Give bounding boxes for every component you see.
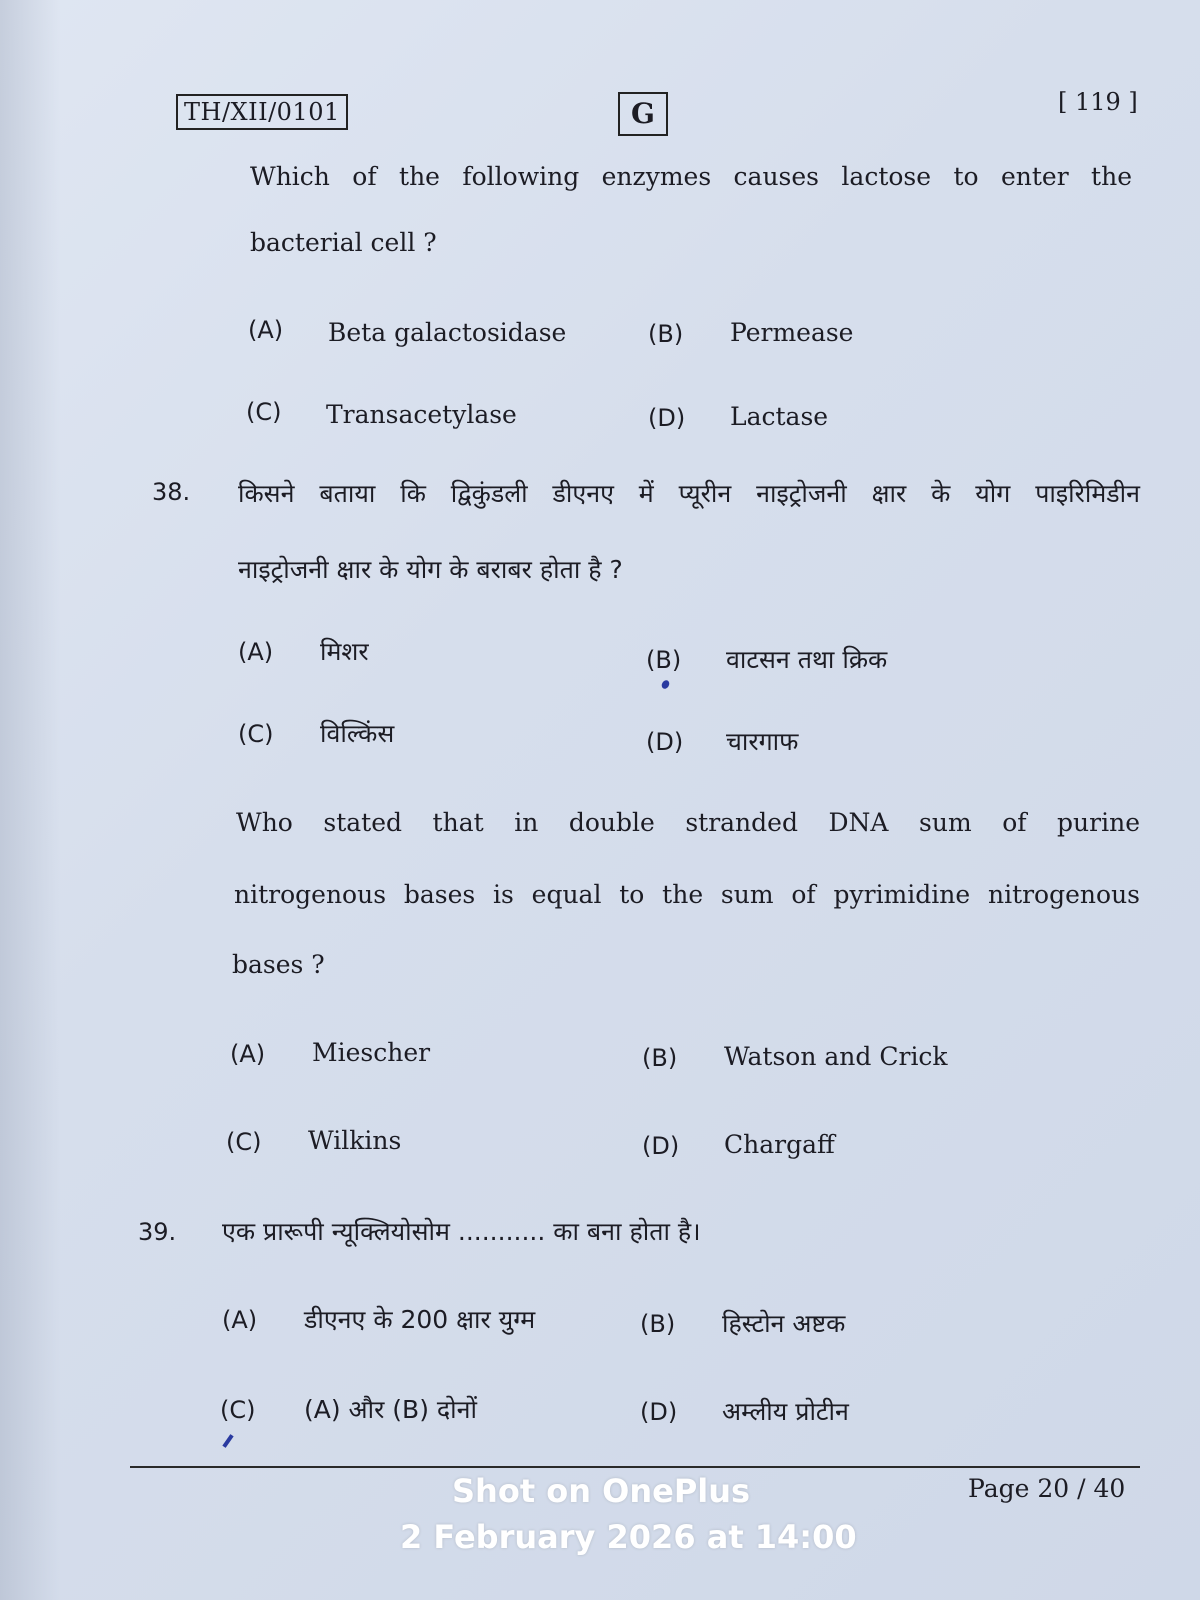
q37-option-b: Permease [730,318,854,347]
q39-number: 39. [138,1218,177,1246]
footer-rule [130,1466,1140,1468]
q37-option-d: Lactase [730,402,829,431]
watermark-line2: 2 February 2026 at 14:00 [400,1518,857,1556]
q37-text-line2: bacterial cell ? [250,228,437,257]
q38-hi-option-d: चारगाफ [726,727,799,756]
q39-option-a-label: (A) [222,1306,258,1334]
q38-hi-option-c: विल्किंस [320,719,395,748]
q38-hi-option-c-label: (C) [238,720,274,748]
q38-text-line1: Who stated that in double stranded DNA sum of purine [236,808,1140,837]
q38-option-b: Watson and Crick [724,1042,948,1071]
q38-hi-option-b: वाटसन तथा क्रिक [726,645,888,674]
pen-mark [222,1434,233,1448]
watermark-line1: Shot on OnePlus [452,1472,751,1510]
q38-text-line3: bases ? [232,950,325,979]
q37-option-b-label: (B) [648,320,684,348]
q38-option-b-label: (B) [642,1044,678,1072]
q39-option-c: (A) और (B) दोनों [304,1395,478,1424]
q39-option-b: हिस्टोन अष्टक [722,1309,846,1338]
q38-option-d: Chargaff [724,1130,835,1159]
q37-text-line1: Which of the following enzymes causes lactose to enter the [250,162,1132,191]
q38-hi-option-a: मिशर [320,637,369,666]
q39-hindi-line1: एक प्रारूपी न्यूक्लियोसोम ........... का बना होता है। [222,1217,701,1246]
q37-option-a-label: (A) [248,316,284,344]
q38-option-c-label: (C) [226,1128,262,1156]
q38-hindi-line1: किसने बताया कि द्विकुंडली डीएनए में प्यूरीन नाइट्रोजनी क्षार के योग पाइरिमिडीन [238,479,1140,508]
pen-mark [660,679,671,690]
set-label: G [618,92,668,136]
q39-option-d: अम्लीय प्रोटीन [722,1397,849,1426]
q38-hi-option-d-label: (D) [646,728,684,756]
q39-option-c-label: (C) [220,1396,256,1424]
q39-option-a: डीएनए के 200 क्षार युग्म [304,1305,536,1334]
q38-option-c: Wilkins [308,1126,402,1155]
q38-number: 38. [152,478,191,506]
q38-option-d-label: (D) [642,1132,680,1160]
q37-option-c: Transacetylase [326,400,517,429]
q38-hi-option-b-label: (B) [646,646,682,674]
page-marker: [ 119 ] [1058,88,1138,116]
paper-code: TH/XII/0101 [176,94,348,130]
q38-hi-option-a-label: (A) [238,638,274,666]
q38-hindi-line2: नाइट्रोजनी क्षार के योग के बराबर होता है ? [238,555,623,584]
q38-text-line2: nitrogenous bases is equal to the sum of pyrimidine nitrogenous [234,880,1140,909]
q38-option-a-label: (A) [230,1040,266,1068]
q39-option-b-label: (B) [640,1310,676,1338]
q37-option-c-label: (C) [246,398,282,426]
page-shadow [0,0,60,1600]
page-footer: Page 20 / 40 [968,1474,1126,1503]
q38-option-a: Miescher [312,1038,431,1067]
q37-option-a: Beta galactosidase [328,318,567,347]
q37-option-d-label: (D) [648,404,686,432]
q39-option-d-label: (D) [640,1398,678,1426]
